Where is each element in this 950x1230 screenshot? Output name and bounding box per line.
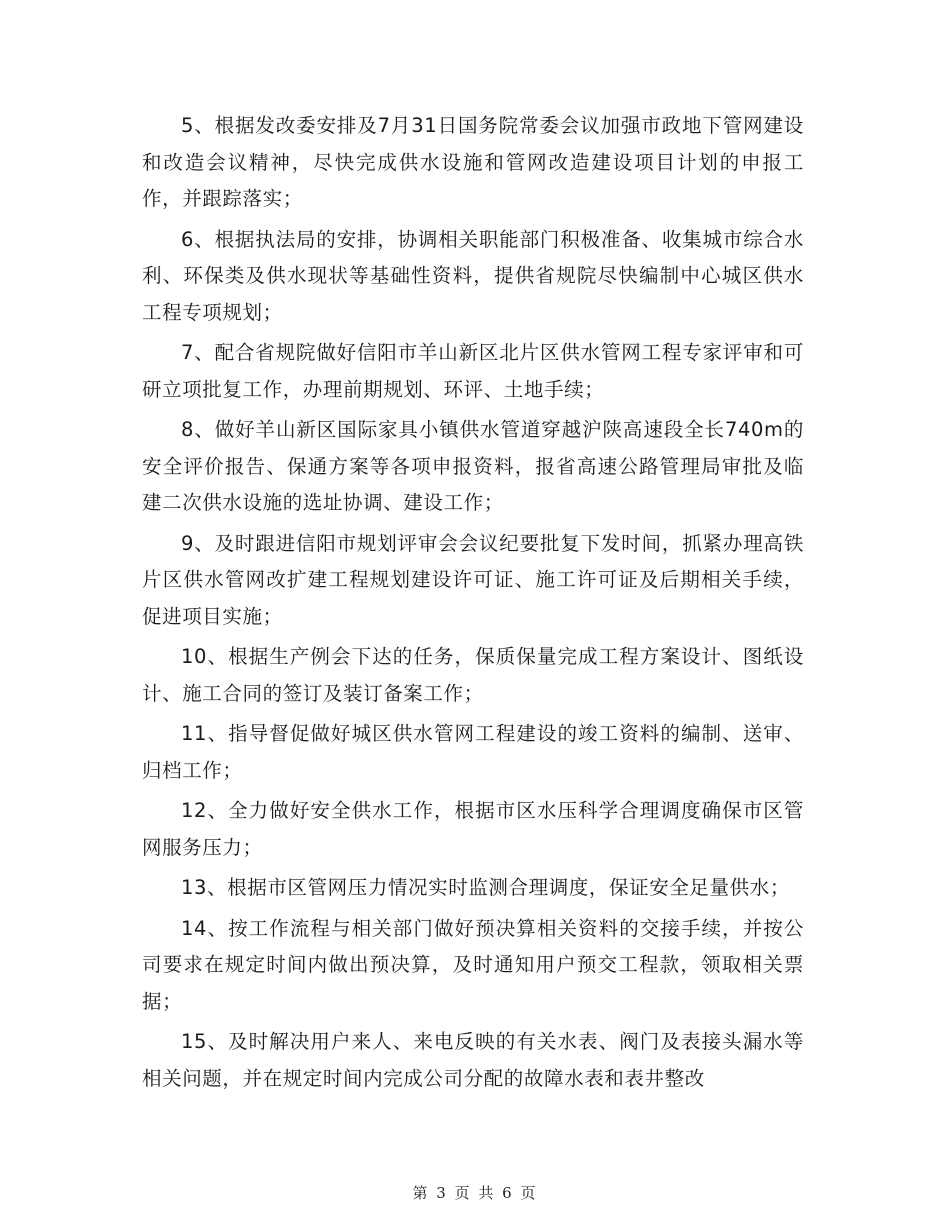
paragraph-item-9: 9、及时跟进信阳市规划评审会会议纪要批复下发时间，抓紧办理高铁片区供水管网改扩建工程规划建设许可证、施工许可证及后期相关手续，促进项目实施； [142, 531, 804, 628]
paragraph-item-5: 5、根据发改委安排及7月31日国务院常委会议加强市政地下管网建设和改造会议精神，尽快完成供水设施和管网改造建设项目计划的申报工作，并跟踪落实； [142, 114, 804, 210]
document-body [142, 108, 804, 1101]
paragraph-item-10: 10、根据生产例会下达的任务，保质保量完成工程方案设计、图纸设计、施工合同的签订及装订备案工作； [142, 645, 804, 705]
paragraph-item-6: 6、根据执法局的安排，协调相关职能部门积极准备、收集城市综合水利、环保类及供水现状等基础性资料，提供省规院尽快编制中心城区供水工程专项规划； [142, 227, 804, 324]
paragraph-item-14: 14、按工作流程与相关部门做好预决算相关资料的交接手续，并按公司要求在规定时间内做出预决算，及时通知用户预交工程款，领取相关票据； [142, 916, 804, 1013]
paragraph-item-11: 11、指导督促做好城区供水管网工程建设的竣工资料的编制、送审、归档工作； [142, 722, 804, 782]
paragraph-item-12: 12、全力做好安全供水工作，根据市区水压科学合理调度确保市区管网服务压力； [142, 799, 804, 859]
page-number-footer: 第 3 页 共 6 页 [412, 1184, 538, 1202]
paragraph-item-15: 15、及时解决用户来人、来电反映的有关水表、阀门及表接头漏水等相关问题，并在规定时间内完成公司分配的故障水表和表井整改 [142, 1030, 804, 1090]
paragraph-item-7: 7、配合省规院做好信阳市羊山新区北片区供水管网工程专家评审和可研立项批复工作，办理前期规划、环评、土地手续； [142, 341, 804, 401]
paragraph-item-13: 13、根据市区管网压力情况实时监测合理调度，保证安全足量供水； [181, 876, 790, 899]
paragraph-item-8: 8、做好羊山新区国际家具小镇供水管道穿越沪陕高速段全长740m的安全评价报告、保通方案等各项申报资料，报省高速公路管理局审批及临建二次供水设施的选址协调、建设工作； [142, 418, 804, 514]
